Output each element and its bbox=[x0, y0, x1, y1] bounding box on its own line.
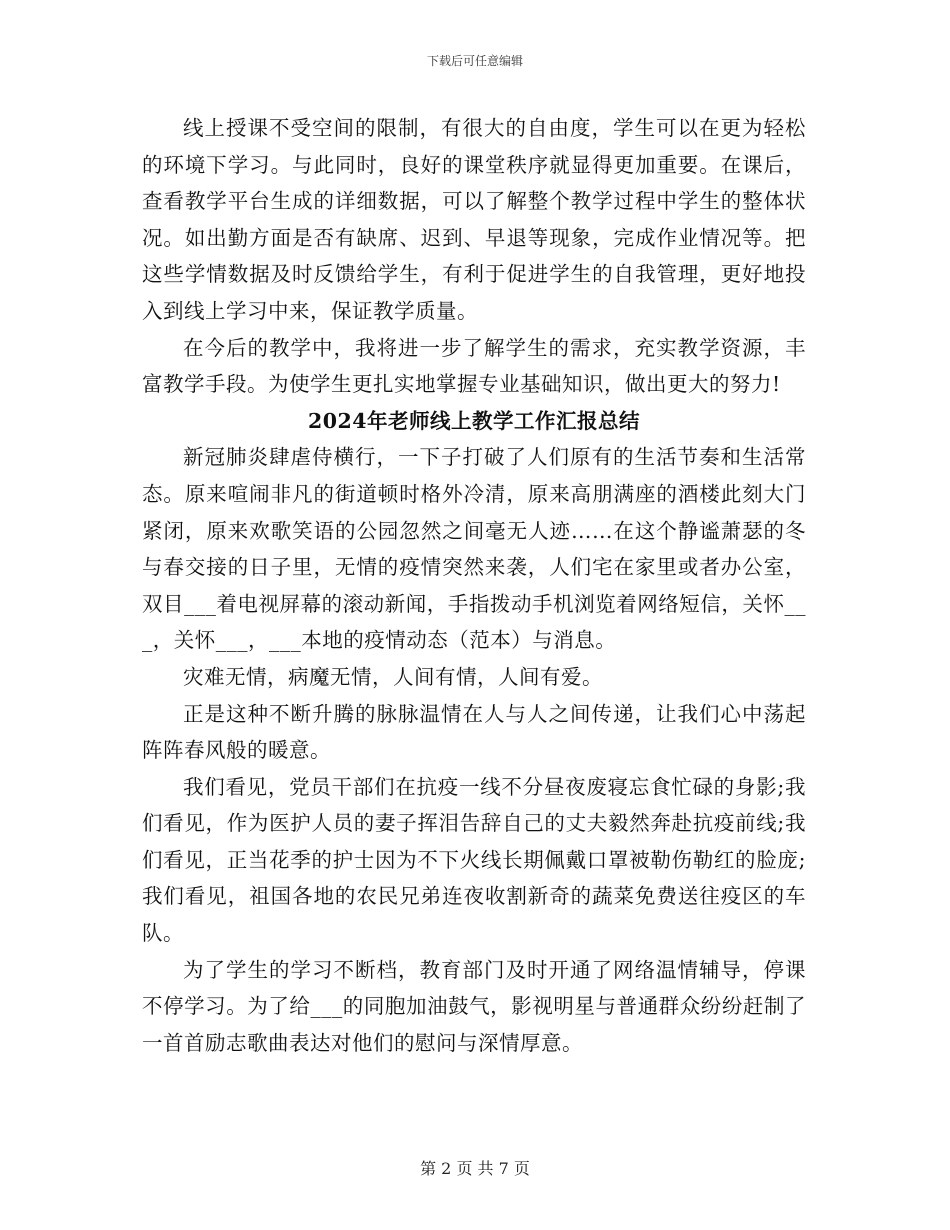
paragraph-online-teaching-benefits: 线上授课不受空间的限制，有很大的自由度，学生可以在更为轻松的环境下学习。与此同时，良好的课堂秩序就显得更加重要。在课后，查看教学平台生成的详细数据，可以了解整个教学过程中学生的整体状况。如出勤方面是否有缺席、迟到、早退等现象，完成作业情况等。把这些学情数据及时反馈给学生，有利于促进学生的自我管理，更好地投入到线上学习中来，保证教学质量。 bbox=[142, 116, 806, 323]
document-body bbox=[142, 110, 806, 1061]
header-note: 下载后可任意编辑 bbox=[426, 54, 523, 68]
paragraph-future-plans: 在今后的教学中，我将进一步了解学生的需求，充实教学资源，丰富教学手段。为使学生更扎实地掌握专业基础知识，做出更大的努力! bbox=[142, 335, 806, 397]
paragraph-epidemic-intro: 新冠肺炎肆虐侍横行，一下子打破了人们原有的生活节奏和生活常态。原来喧闹非凡的街道顿时格外冷清，原来高朋满座的酒楼此刻大门紧闭，原来欢歌笑语的公园忽然之间毫无人迹……在这个静谧萧瑟的冬与春交接的日子里，无情的疫情突然来袭，人们宅在家里或者办公室，双目___着电视屏幕的滚动新闻，手指拨动手机浏览着网络短信，关怀___，关怀___，___本地的疫情动态（范本）与消息。 bbox=[142, 445, 806, 653]
paragraph-education-support: 为了学生的学习不断档，教育部门及时开通了网络温情辅导，停课不停学习。为了给___的同胞加油鼓气，影视明星与普通群众纷纷赶制了一首首励志歌曲表达对他们的慰问与深情厚意。 bbox=[142, 957, 806, 1055]
paragraph-warmth: 正是这种不断升腾的脉脉温情在人与人之间传递，让我们心中荡起阵阵春风般的暖意。 bbox=[142, 701, 806, 763]
paragraph-we-see: 我们看见，党员干部们在抗疫一线不分昼夜废寝忘食忙碌的身影;我们看见，作为医护人员的妻子挥泪告辞自己的丈夫毅然奔赴抗疫前线;我们看见，正当花季的护士因为不下火线长期佩戴口罩被勒伤勒红的脸庞;我们看见，祖国各地的农民兄弟连夜收割新奇的蔬菜免费送往疫区的车队。 bbox=[142, 774, 806, 946]
section-heading: 2024年老师线上教学工作汇报总结 bbox=[307, 408, 641, 433]
page-number-footer: 第 2 页 共 7 页 bbox=[420, 1159, 530, 1178]
paragraph-humanity: 灾难无情，病魔无情，人间有情，人间有爱。 bbox=[183, 664, 603, 689]
